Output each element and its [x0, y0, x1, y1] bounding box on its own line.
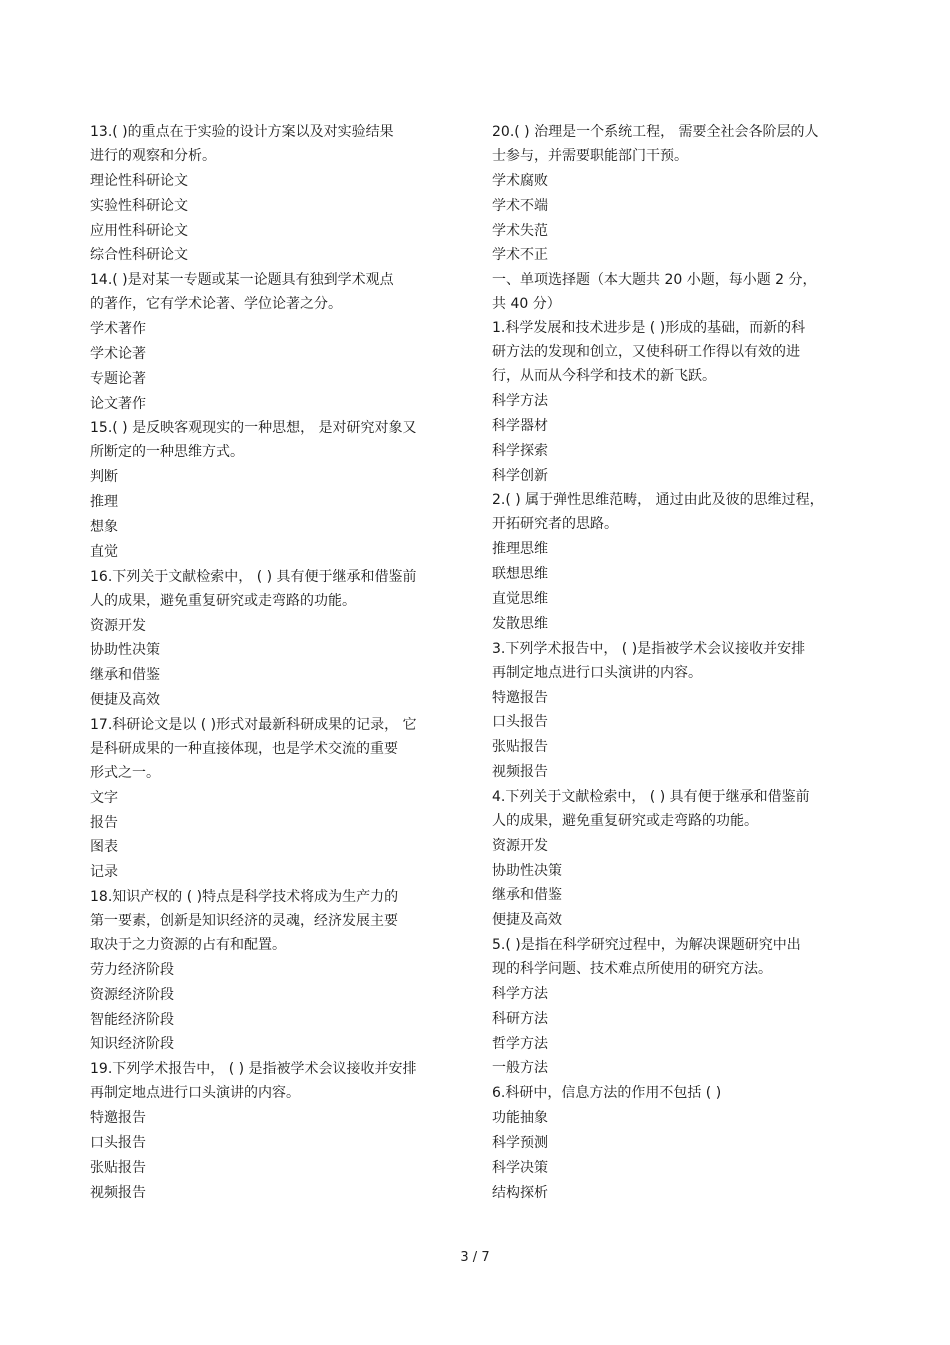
question-stem-line: 6.科研中，信息方法的作用不包括 ( ): [492, 1085, 722, 1102]
answer-option: 学术论著: [90, 345, 146, 362]
answer-option: 科学方法: [492, 985, 548, 1002]
question-block: [492, 785, 864, 933]
question-stem-line: 5.( )是指在科学研究过程中，为解决课题研究中出: [492, 936, 801, 953]
question-stem-line: 15.( ) 是反映客观现实的一种思想， 是对研究对象又: [90, 420, 417, 437]
answer-option: 应用性科研论文: [90, 222, 188, 239]
answer-option: 科学创新: [492, 467, 548, 484]
answer-option: 文字: [90, 789, 118, 806]
answer-option: 学术著作: [90, 321, 146, 338]
answer-option: 一般方法: [492, 1060, 548, 1077]
answer-option: 继承和借鉴: [90, 667, 160, 684]
answer-option: 直觉: [90, 543, 118, 560]
answer-option: 视频报告: [492, 763, 548, 780]
question-stem: [492, 120, 864, 168]
question-stem-line: 13.( )的重点在于实验的设计方案以及对实验结果: [90, 124, 394, 140]
answer-option: 特邀报告: [90, 1110, 146, 1127]
answer-option: 报告: [90, 814, 118, 831]
answer-option: 学术腐败: [492, 173, 548, 189]
answer-option: 联想思维: [492, 566, 548, 583]
question-stem-line: 的著作，它有学术论著、学位论著之分。: [90, 296, 342, 313]
question-stem-line: 18.知识产权的 ( )特点是科学技术将成为生产力的: [90, 888, 399, 905]
question-block: [90, 268, 462, 416]
question-stem-line: 16.下列关于文献检索中， ( ) 具有便于继承和借鉴前: [90, 568, 417, 585]
answer-option: 学术不正: [492, 247, 548, 264]
question-stem-line: 士参与，并需要职能部门干预。: [492, 148, 688, 164]
answer-option: 科学器材: [492, 417, 548, 434]
question-stem-line: 研方法的发现和创立，又使科研工作得以有效的进: [492, 344, 800, 361]
page-number: 3 / 7: [460, 1250, 490, 1265]
question-stem: [90, 565, 462, 613]
question-block: [492, 637, 864, 785]
answer-option: 张贴报告: [90, 1159, 146, 1176]
question-stem-line: 进行的观察和分析。: [90, 148, 216, 164]
section-heading-line: 共 40 分）: [492, 296, 561, 313]
question-stem-line: 人的成果，避免重复研究或走弯路的功能。: [90, 592, 356, 609]
question-stem-line: 19.下列学术报告中， ( ) 是指被学术会议接收并安排: [90, 1061, 417, 1078]
answer-option: 知识经济阶段: [90, 1036, 174, 1053]
answer-option: 学术不端: [492, 197, 548, 214]
question-stem-line: 行，从而从今科学和技术的新飞跃。: [492, 368, 716, 385]
question-stem: [90, 885, 462, 957]
question-block: [492, 933, 864, 1081]
question-block: [492, 120, 864, 268]
answer-option: 视频报告: [90, 1184, 146, 1201]
answer-option: 功能抽象: [492, 1110, 548, 1127]
question-stem-line: 是科研成果的一种直接体现，也是学术交流的重要: [90, 740, 398, 757]
right-column: [492, 120, 864, 1205]
answer-option: 资源开发: [90, 617, 146, 634]
section-heading: [492, 268, 864, 316]
question-stem-line: 所断定的一种思维方式。: [90, 444, 244, 461]
question-block: [492, 1081, 864, 1205]
question-stem: [492, 637, 864, 685]
question-stem-line: 人的成果，避免重复研究或走弯路的功能。: [492, 812, 758, 829]
question-stem: [492, 488, 864, 536]
question-stem: [90, 1057, 462, 1105]
answer-option: 继承和借鉴: [492, 887, 562, 904]
answer-option: 资源经济阶段: [90, 986, 174, 1003]
answer-option: 论文著作: [90, 395, 146, 412]
question-stem: [90, 120, 462, 168]
question-stem-line: 20.( ) 治理是一个系统工程， 需要全社会各阶层的人: [492, 124, 819, 140]
left-column: [90, 120, 462, 1205]
section-heading-line: 一、单项选择题（本大题共 20 小题，每小题 2 分，: [492, 272, 817, 289]
question-stem-line: 1.科学发展和技术进步是 ( )形成的基础，而新的科: [492, 320, 806, 337]
question-stem: [492, 1081, 864, 1105]
question-stem: [492, 316, 864, 388]
answer-option: 资源开发: [492, 837, 548, 854]
answer-option: 科学预测: [492, 1134, 548, 1151]
answer-option: 判断: [90, 469, 118, 486]
question-stem-line: 3.下列学术报告中， ( )是指被学术会议接收并安排: [492, 640, 806, 657]
question-stem: [90, 416, 462, 464]
answer-option: 记录: [90, 864, 118, 881]
question-stem-line: 形式之一。: [90, 764, 160, 781]
question-stem-line: 再制定地点进行口头演讲的内容。: [492, 664, 702, 681]
question-stem: [90, 713, 462, 785]
answer-option: 综合性科研论文: [90, 247, 188, 264]
answer-option: 便捷及高效: [90, 691, 160, 708]
question-stem-line: 14.( )是对某一专题或某一论题具有独到学术观点: [90, 272, 394, 289]
question-stem-line: 取决于之力资源的占有和配置。: [90, 936, 286, 953]
question-block: [90, 885, 462, 1057]
answer-option: 张贴报告: [492, 739, 548, 756]
answer-option: 理论性科研论文: [90, 173, 188, 189]
answer-option: 协助性决策: [90, 642, 160, 659]
question-stem-line: 4.下列关于文献检索中， ( ) 具有便于继承和借鉴前: [492, 788, 810, 805]
answer-option: 推理: [90, 494, 118, 511]
question-block: [90, 120, 462, 268]
question-block: [492, 488, 864, 636]
answer-option: 推理思维: [492, 541, 548, 558]
question-stem: [492, 933, 864, 981]
question-stem-line: 2.( ) 属于弹性思维范畴， 通过由此及彼的思维过程，: [492, 492, 824, 509]
question-stem-line: 17.科研论文是以 ( )形式对最新科研成果的记录， 它: [90, 716, 417, 733]
answer-option: 便捷及高效: [492, 912, 562, 929]
answer-option: 口头报告: [90, 1134, 146, 1151]
answer-option: 口头报告: [492, 714, 548, 731]
answer-option: 结构探析: [492, 1184, 548, 1201]
answer-option: 专题论著: [90, 370, 146, 387]
question-stem-line: 现的科学问题、技术难点所使用的研究方法。: [492, 960, 772, 977]
answer-option: 特邀报告: [492, 689, 548, 706]
answer-option: 发散思维: [492, 615, 548, 632]
answer-option: 科学探索: [492, 442, 548, 459]
answer-option: 科学方法: [492, 393, 548, 410]
question-block: [90, 713, 462, 885]
question-stem-line: 第一要素，创新是知识经济的灵魂，经济发展主要: [90, 912, 398, 929]
question-stem: [492, 785, 864, 833]
answer-option: 协助性决策: [492, 862, 562, 879]
answer-option: 科学决策: [492, 1159, 548, 1176]
answer-option: 科研方法: [492, 1010, 548, 1027]
question-stem-line: 再制定地点进行口头演讲的内容。: [90, 1085, 300, 1102]
answer-option: 智能经济阶段: [90, 1011, 174, 1028]
answer-option: 直觉思维: [492, 590, 548, 607]
question-block: [90, 1057, 462, 1205]
answer-option: 图表: [90, 839, 118, 856]
question-block: [492, 316, 864, 488]
question-stem-line: 开拓研究者的思路。: [492, 516, 618, 533]
answer-option: 学术失范: [492, 222, 548, 239]
answer-option: 实验性科研论文: [90, 197, 188, 214]
question-block: [90, 416, 462, 564]
question-block: [90, 565, 462, 713]
answer-option: 哲学方法: [492, 1035, 548, 1052]
question-stem: [90, 268, 462, 316]
answer-option: 劳力经济阶段: [90, 961, 174, 978]
answer-option: 想象: [90, 518, 118, 535]
